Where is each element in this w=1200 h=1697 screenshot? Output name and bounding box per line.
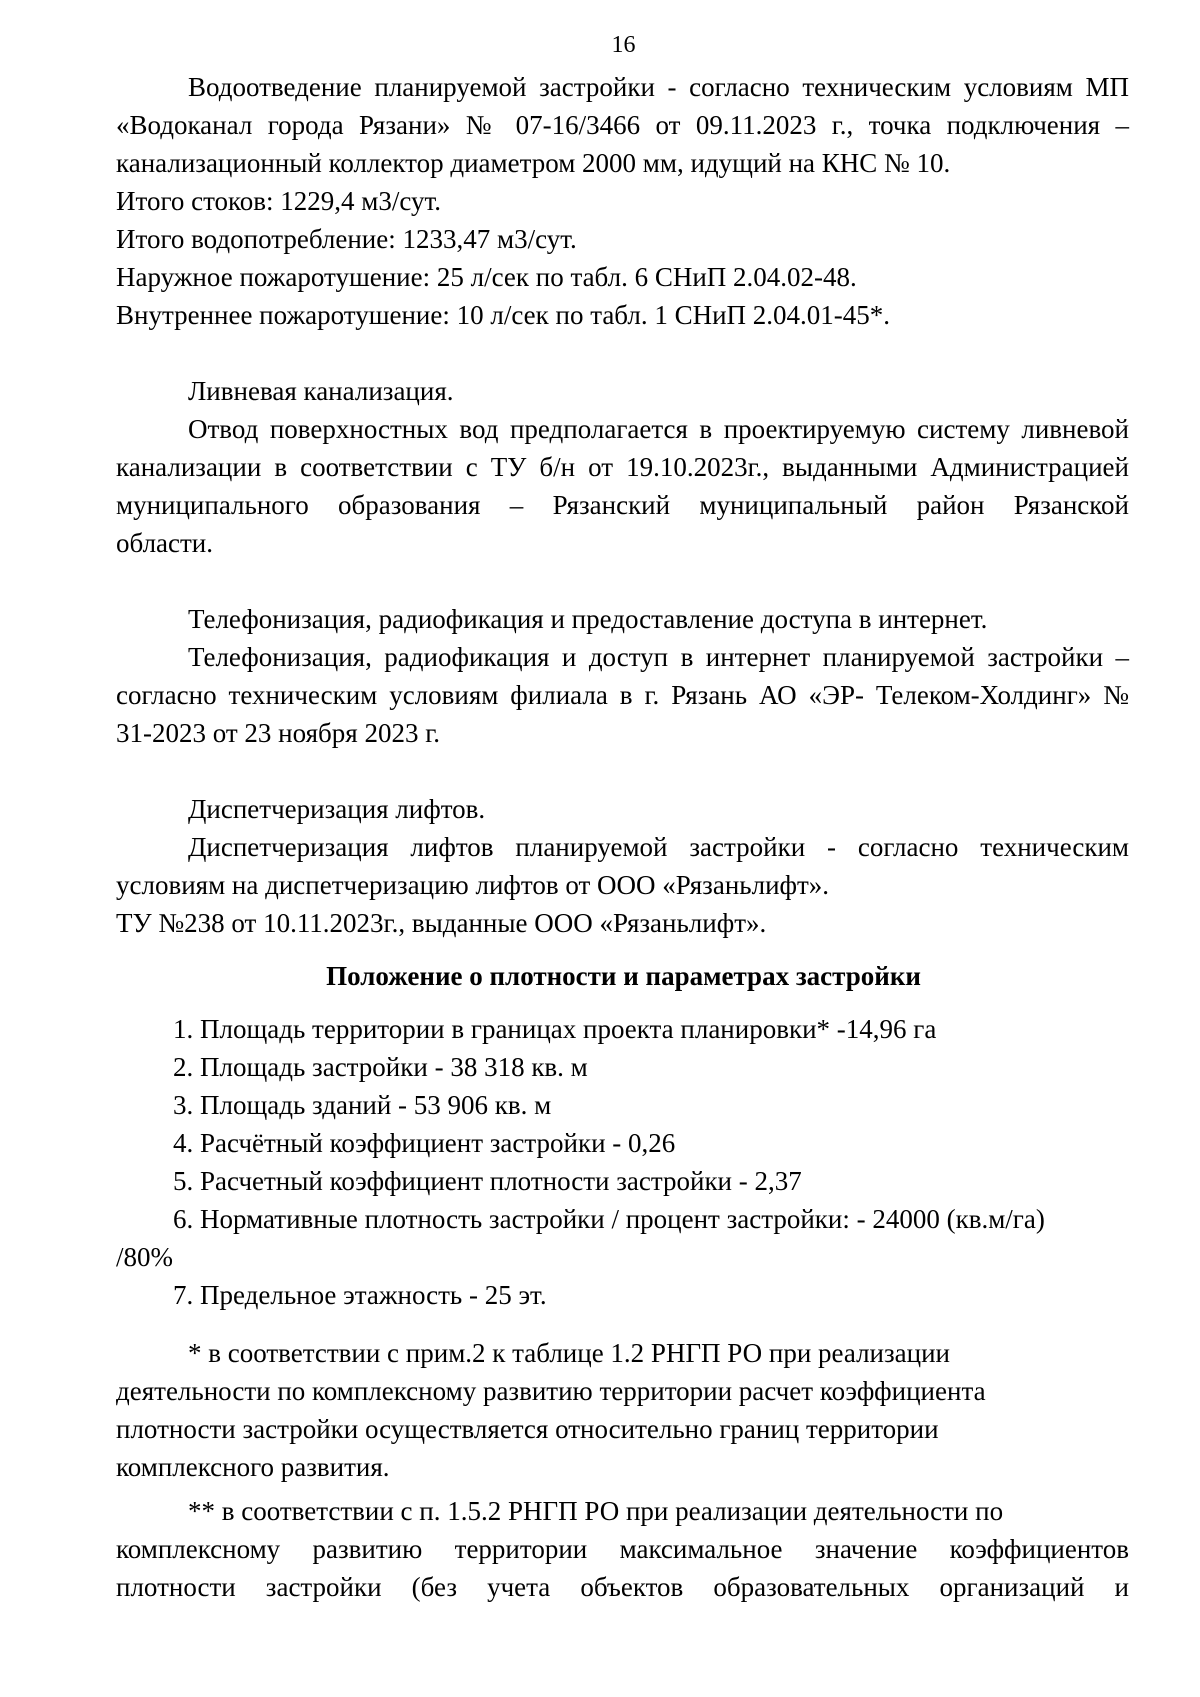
density-item: 7. Предельное этажность - 25 эт.: [173, 1280, 547, 1310]
total-runoff: Итого стоков: 1229,4 м3/сут.: [116, 186, 442, 216]
density-item: 4. Расчётный коэффициент застройки - 0,26: [173, 1128, 676, 1158]
density-item: 5. Расчетный коэффициент плотности застройки - 2,37: [173, 1166, 802, 1196]
density-section-title: Положение о плотности и параметрах застройки: [326, 961, 921, 991]
footnote-1-line: плотности застройки осуществляется относительно границ территории: [116, 1414, 939, 1444]
footnote-2-line: комплексному развитию территории максимальное значение коэффициентов: [116, 1534, 1129, 1564]
footnote-1-line: комплексного развития.: [116, 1452, 390, 1482]
telephony-line-3: 31-2023 от 23 ноября 2023 г.: [116, 718, 440, 748]
storm-sewer-line-4: области.: [116, 528, 214, 558]
water-disposal-line-1: Водоотведение планируемой застройки - согласно техническим условиям МП: [188, 72, 1129, 102]
storm-sewer-heading: Ливневая канализация.: [188, 376, 454, 406]
page-number: 16: [611, 32, 636, 58]
footnote-1-line: деятельности по комплексному развитию территории расчет коэффициента: [116, 1376, 986, 1406]
indoor-firefighting: Внутреннее пожаротушение: 10 л/сек по табл. 1 СНиП 2.04.01-45*.: [116, 300, 891, 330]
density-item: 6. Нормативные плотность застройки / процент застройки: - 24000 (кв.м/га): [173, 1204, 1045, 1234]
total-consumption: Итого водопотребление: 1233,47 м3/сут.: [116, 224, 577, 254]
telephony-heading: Телефонизация, радиофикация и предоставление доступа в интернет.: [188, 604, 988, 634]
outdoor-firefighting: Наружное пожаротушение: 25 л/сек по табл. 6 СНиП 2.04.02-48.: [116, 262, 857, 292]
water-disposal-line-3: канализационный коллектор диаметром 2000 мм, идущий на КНС № 10.: [116, 148, 951, 178]
footnote-1-line: * в соответствии с прим.2 к таблице 1.2 РНГП РО при реализации: [188, 1338, 950, 1368]
density-item: 1. Площадь территории в границах проекта планировки* -14,96 га: [173, 1014, 937, 1044]
elevators-line-2: условиям на диспетчеризацию лифтов от ООО «Рязаньлифт».: [116, 870, 830, 900]
elevators-line-3: ТУ №238 от 10.11.2023г., выданные ООО «Рязаньлифт».: [116, 908, 767, 938]
footnote-2-line: плотности застройки (без учета объектов образовательных организаций и: [116, 1572, 1129, 1602]
storm-sewer-line-1: Отвод поверхностных вод предполагается в проектируемую систему ливневой: [188, 414, 1129, 444]
telephony-line-1: Телефонизация, радиофикация и доступ в интернет планируемой застройки –: [188, 642, 1129, 672]
elevators-line-1: Диспетчеризация лифтов планируемой застройки - согласно техническим: [188, 832, 1129, 862]
elevators-heading: Диспетчеризация лифтов.: [188, 794, 486, 824]
storm-sewer-line-2: канализации в соответствии с ТУ б/н от 19.10.2023г., выданными Администрацией: [116, 452, 1129, 482]
density-item-continuation: /80%: [116, 1242, 173, 1272]
water-disposal-line-2: «Водоканал города Рязани» № 07-16/3466 от 09.11.2023 г., точка подключения –: [116, 110, 1129, 140]
storm-sewer-line-3: муниципального образования – Рязанский муниципальный район Рязанской: [116, 490, 1129, 520]
density-item: 2. Площадь застройки - 38 318 кв. м: [173, 1052, 588, 1082]
telephony-line-2: согласно техническим условиям филиала в г. Рязань АО «ЭР- Телеком-Холдинг» №: [116, 680, 1129, 710]
footnote-2-line: ** в соответствии с п. 1.5.2 РНГП РО при реализации деятельности по: [188, 1496, 1004, 1526]
density-item: 3. Площадь зданий - 53 906 кв. м: [173, 1090, 552, 1120]
